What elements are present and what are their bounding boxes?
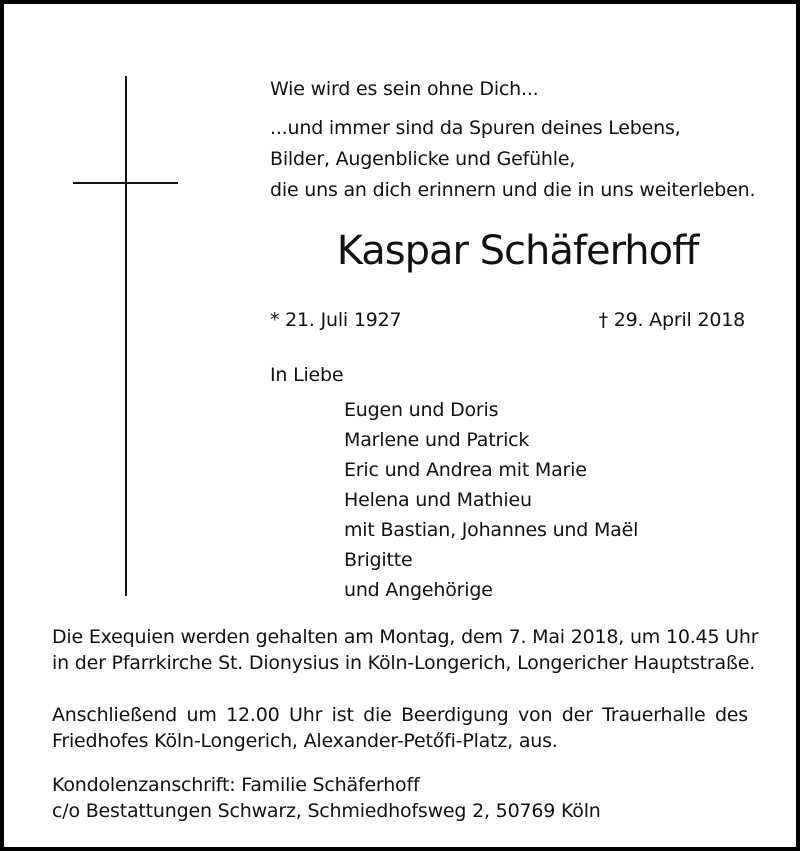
poem-line: Bilder, Augenblicke und Gefühle, bbox=[270, 148, 576, 170]
intro-line: Wie wird es sein ohne Dich... bbox=[270, 78, 539, 100]
cross-vertical-bar bbox=[125, 76, 127, 596]
poem-line: die uns an dich erinnern und die in uns weiterleben. bbox=[270, 179, 756, 201]
deceased-name: Kaspar Schäferhoff bbox=[336, 228, 699, 274]
in-liebe-label: In Liebe bbox=[270, 364, 344, 386]
death-date: † 29. April 2018 bbox=[598, 309, 745, 331]
service-line: Die Exequien werden gehalten am Montag, dem 7. Mai 2018, um 10.45 Uhr bbox=[52, 626, 759, 648]
condolence-address bbox=[52, 772, 748, 824]
cross-horizontal-bar bbox=[73, 182, 178, 184]
birth-date: * 21. Juli 1927 bbox=[270, 309, 402, 331]
poem bbox=[270, 113, 755, 206]
condolence-line: c/o Bestattungen Schwarz, Schmiedhofsweg 2, 50769 Köln bbox=[52, 800, 601, 822]
burial-line: Anschließend um 12.00 Uhr ist die Beerdigung von der Trauerhalle des bbox=[52, 704, 748, 726]
poem-line: ...und immer sind da Spuren deines Lebens, bbox=[270, 117, 681, 139]
mourner-item: Helena und Mathieu bbox=[344, 489, 532, 511]
burial-paragraph bbox=[52, 702, 748, 754]
mourner-item: Eugen und Doris bbox=[344, 399, 499, 421]
mourner-item: und Angehörige bbox=[344, 579, 493, 601]
service-paragraph bbox=[52, 624, 759, 676]
mourner-item: Marlene und Patrick bbox=[344, 429, 530, 451]
mourners-list bbox=[344, 395, 638, 605]
service-line: in der Pfarrkirche St. Dionysius in Köln-Longerich, Longericher Hauptstraße. bbox=[52, 652, 756, 674]
mourner-item: Eric und Andrea mit Marie bbox=[344, 459, 587, 481]
mourner-item: mit Bastian, Johannes und Maël bbox=[344, 519, 639, 541]
mourner-item: Brigitte bbox=[344, 549, 413, 571]
condolence-line: Kondolenzanschrift: Familie Schäferhoff bbox=[52, 774, 420, 796]
burial-line: Friedhofes Köln-Longerich, Alexander-Petőfi-Platz, aus. bbox=[52, 730, 558, 752]
